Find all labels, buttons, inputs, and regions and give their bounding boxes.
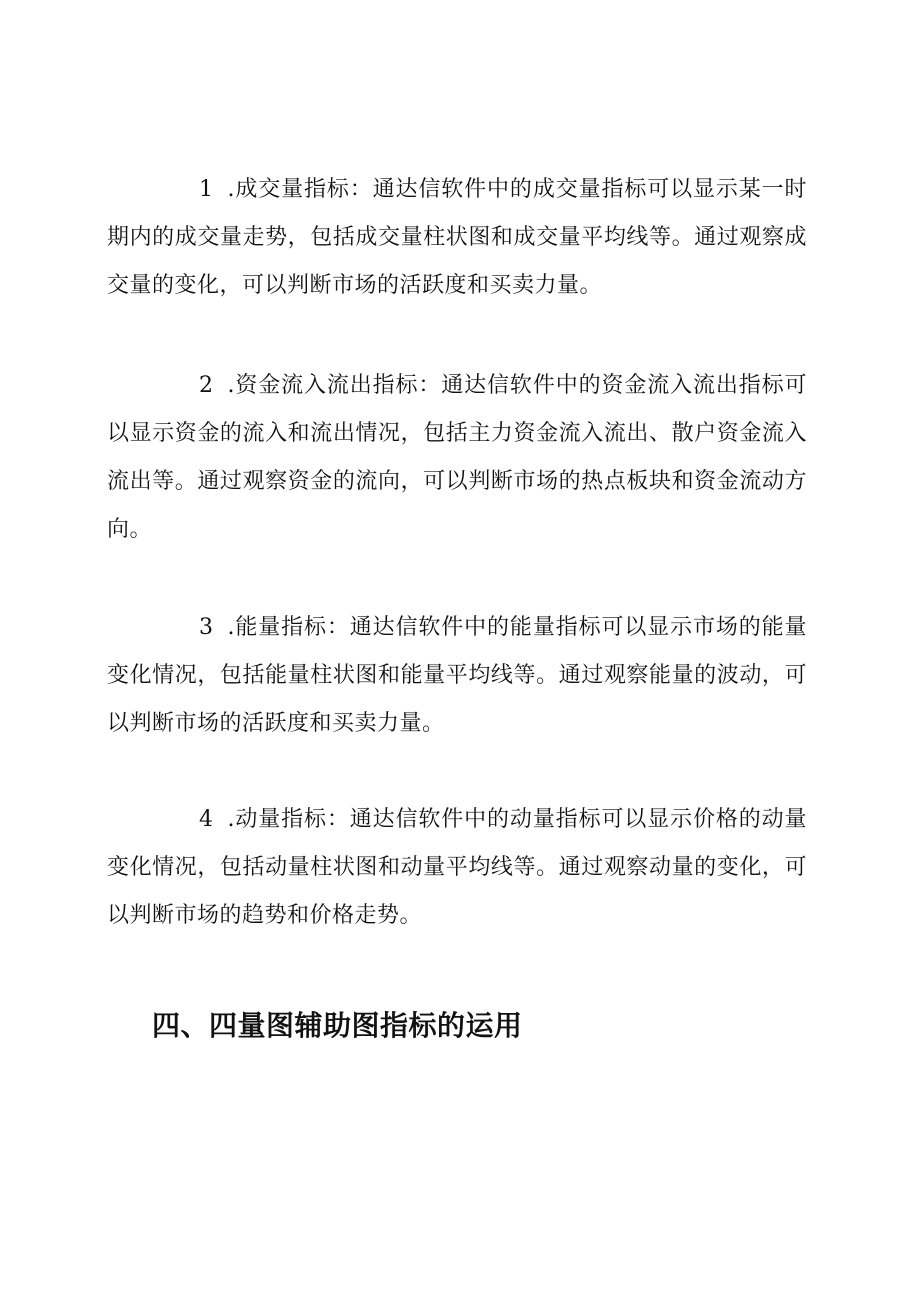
paragraph-number: 1 — [199, 177, 214, 202]
paragraph-energy-indicator — [107, 604, 807, 748]
paragraph-text: .成交量指标：通达信软件中的成交量指标可以显示某一时期内的成交量走势，包括成交量柱状图和成交量平均线等。通过观察成交量的变化，可以判断市场的活跃度和买卖力量。 — [107, 177, 807, 298]
paragraph-number: 3 — [199, 615, 214, 640]
paragraph-momentum-indicator — [107, 796, 807, 940]
paragraph-volume-indicator — [107, 166, 807, 310]
paragraph-text: .动量指标：通达信软件中的动量指标可以显示价格的动量变化情况，包括动量柱状图和动量平均线等。通过观察动量的变化，可以判断市场的趋势和价格走势。 — [107, 807, 807, 928]
paragraph-number: 4 — [199, 807, 214, 832]
paragraph-fund-flow-indicator — [107, 362, 807, 554]
paragraph-number: 2 — [199, 373, 214, 398]
section-heading: 四、四量图辅助图指标的运用 — [152, 1009, 523, 1042]
paragraph-text: .能量指标：通达信软件中的能量指标可以显示市场的能量变化情况，包括能量柱状图和能量平均线等。通过观察能量的波动，可以判断市场的活跃度和买卖力量。 — [107, 615, 807, 736]
paragraph-text: .资金流入流出指标：通达信软件中的资金流入流出指标可以显示资金的流入和流出情况，包括主力资金流入流出、散户资金流入流出等。通过观察资金的流向，可以判断市场的热点板块和资金流动方向。 — [107, 373, 807, 542]
